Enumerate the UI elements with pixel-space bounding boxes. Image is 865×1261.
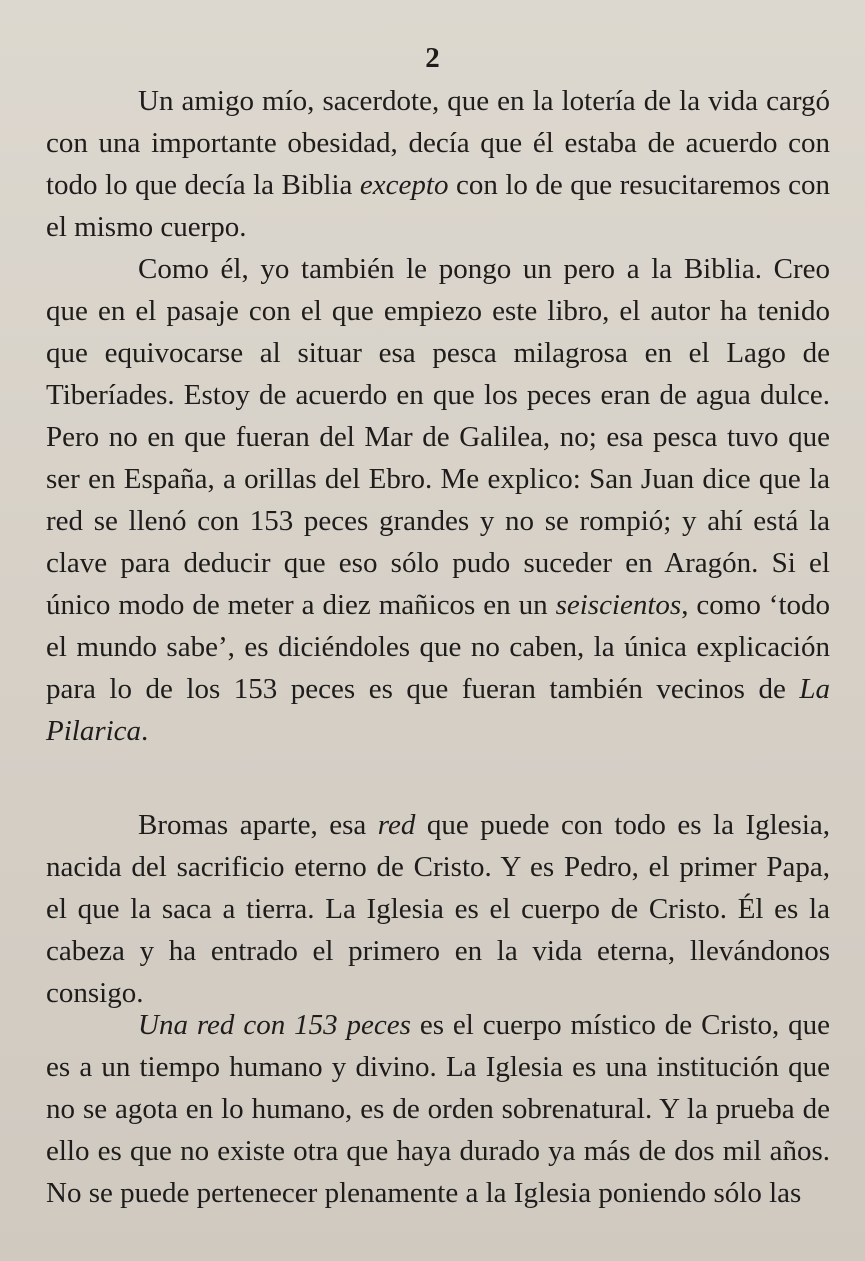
paragraph-1-emphasis-1: excepto: [359, 169, 449, 201]
paragraph-3: [46, 804, 830, 1014]
paragraph-2-text-3: .: [141, 715, 149, 747]
paragraph-2: [46, 248, 830, 752]
paragraph-4-text-1: es el cuerpo místico de Cristo, que es a un tiempo humano y divino. La Iglesia es una institución que no se agota en lo humano, es de orden sobrenatural. Y la prueba de ello es que no existe otra que haya durado ya más de dos mil años. No se puede pertenecer plenamente a la Iglesia poniendo sólo las: [46, 1009, 831, 1209]
paragraph-1: [46, 80, 830, 248]
paragraph-3-text-1: Bromas aparte, esa: [138, 809, 378, 841]
paragraph-2-text-2: , como ‘todo el mundo sabe’, es diciéndoles que no caben, la única explicación para lo de los 153 peces es que fueran también vecinos de: [46, 589, 830, 705]
paragraph-1-text-1: Un amigo mío, sacerdote, que en la lotería de la vida cargó con una importante obesidad, decía que él estaba de acuerdo con todo lo que decía la Biblia: [46, 85, 830, 201]
paragraph-2-emphasis-2: La Pilarica: [46, 673, 830, 747]
paragraph-4-emphasis-1: Una red con 153 peces: [138, 1009, 411, 1041]
paragraph-2-emphasis-1: seiscientos: [555, 589, 682, 621]
paragraph-2-text-1: Como él, yo también le pongo un pero a la Biblia. Creo que en el pasaje con el que empiezo este libro, el autor ha tenido que equivocarse al situar esa pesca milagrosa en el Lago de Tiberíades. Estoy de acuerdo en que los peces eran de agua dulce. Pero no en que fueran del Mar de Galilea, no; esa pesca tuvo que ser en España, a orillas del Ebro. Me explico: San Juan dice que la red se llenó con 153 peces grandes y no se rompió; y ahí está la clave para deducir que eso sólo pudo suceder en Aragón. Si el único modo de meter a diez mañicos en un: [46, 253, 830, 621]
paragraph-3-emphasis-1: red: [377, 809, 416, 841]
paragraph-4: [46, 1004, 830, 1214]
paragraph-3-text-2: que puede con todo es la Iglesia, nacida del sacrificio eterno de Cristo. Y es Pedro, el primer Papa, el que la saca a tierra. La Iglesia es el cuerpo de Cristo. Él es la cabeza y ha entrado el primero en la vida eterna, llevándonos consigo.: [46, 809, 830, 1009]
paragraph-1-text-2: con lo de que resucitaremos con el mismo cuerpo.: [46, 169, 830, 243]
page-number: 2: [425, 42, 440, 74]
